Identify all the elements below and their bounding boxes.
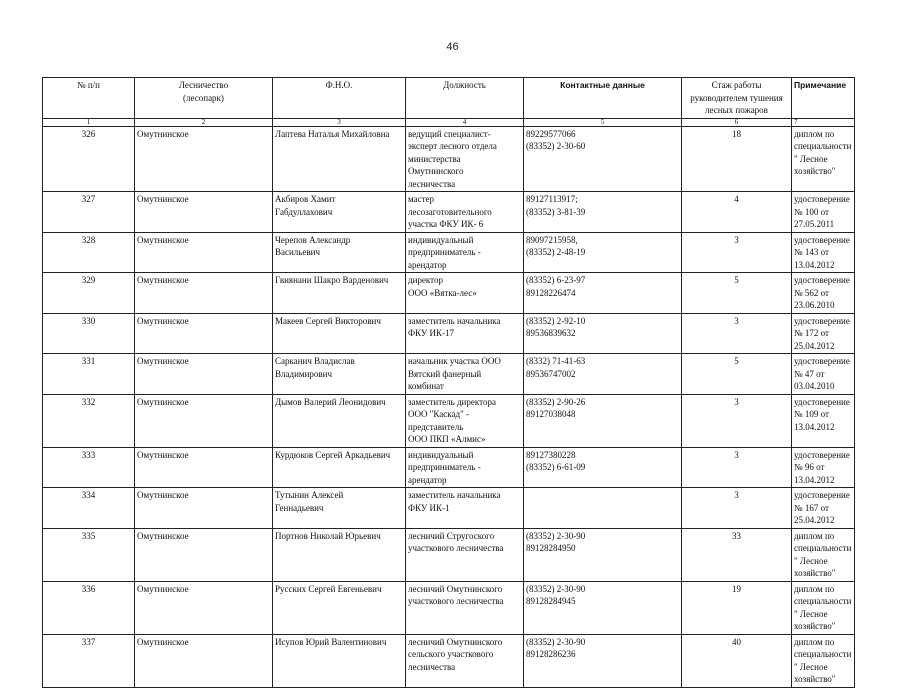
row-number: 335 bbox=[43, 528, 135, 581]
fio-cell bbox=[273, 447, 406, 488]
fio-cell-line: Гвиянани Шакро Варденович bbox=[275, 275, 389, 285]
position-cell-line: ООО ПКП «Алмис» bbox=[408, 434, 486, 444]
column-number: 2 bbox=[135, 118, 273, 126]
position-cell-line: представитель bbox=[408, 421, 464, 432]
contacts-cell-line: (83352) 6-61-09 bbox=[526, 462, 586, 472]
note-cell-line: специальности " Лесное bbox=[794, 596, 852, 619]
position-cell-line: участкового лесничества bbox=[408, 596, 504, 606]
position-cell-line: предприниматель - bbox=[408, 247, 481, 257]
contacts-cell-line: 89128226474 bbox=[526, 287, 576, 298]
note-cell-line: № 109 от 13.04.2012 bbox=[794, 409, 835, 432]
note-cell-line: № 172 от 25.04.2012 bbox=[794, 328, 835, 351]
contacts-cell bbox=[524, 126, 682, 192]
position-cell bbox=[406, 232, 524, 273]
contacts-cell-line: 89128284950 bbox=[526, 543, 576, 553]
forestry-cell: Омутнинское bbox=[135, 581, 273, 634]
note-cell-line: диплом по bbox=[794, 530, 835, 541]
position-cell-line: ООО «Вятка-лес» bbox=[408, 287, 477, 298]
contacts-cell bbox=[524, 581, 682, 634]
position-cell-line: комбинат bbox=[408, 381, 444, 391]
contacts-cell bbox=[524, 354, 682, 395]
fio-cell-line: Лаптева Наталья Михайловна bbox=[275, 128, 390, 139]
contacts-cell bbox=[524, 488, 682, 529]
note-cell-line: хозяйство" bbox=[794, 166, 836, 176]
contacts-cell bbox=[524, 192, 682, 233]
contacts-cell bbox=[524, 273, 682, 314]
forestry-cell: Омутнинское bbox=[135, 126, 273, 192]
contacts-cell-line: 89127038048 bbox=[526, 409, 576, 419]
position-cell-line: ведущий специалист- bbox=[408, 128, 491, 139]
fio-cell-line: Акбиров Хамит bbox=[275, 194, 336, 204]
contacts-cell-line: (83352) 6-23-97 bbox=[526, 275, 586, 285]
note-cell-line: удостоверение bbox=[794, 449, 850, 460]
experience-cell: 33 bbox=[682, 528, 792, 581]
position-cell bbox=[406, 394, 524, 447]
row-number: 330 bbox=[43, 313, 135, 354]
position-cell-line: индивидуальный bbox=[408, 234, 474, 245]
note-cell bbox=[792, 126, 855, 192]
contacts-cell bbox=[524, 232, 682, 273]
position-cell bbox=[406, 634, 524, 687]
experience-cell: 3 bbox=[682, 313, 792, 354]
experience-cell: 19 bbox=[682, 581, 792, 634]
row-number: 333 bbox=[43, 447, 135, 488]
fio-cell bbox=[273, 581, 406, 634]
fio-cell-line: Макеев Сергей Викторович bbox=[275, 315, 381, 326]
table-row bbox=[43, 313, 855, 354]
column-number: 6 bbox=[682, 118, 792, 126]
contacts-cell bbox=[524, 394, 682, 447]
experience-cell: 5 bbox=[682, 354, 792, 395]
position-cell bbox=[406, 273, 524, 314]
fio-cell bbox=[273, 273, 406, 314]
note-cell-line: специальности " Лесное bbox=[794, 649, 852, 672]
note-cell-line: удостоверение bbox=[794, 234, 850, 245]
position-cell bbox=[406, 528, 524, 581]
experience-cell: 3 bbox=[682, 447, 792, 488]
note-cell-line: специальности " Лесное bbox=[794, 543, 852, 566]
note-cell-line: удостоверение bbox=[794, 396, 850, 407]
position-cell-line: лесничий Омутнинского bbox=[408, 636, 503, 647]
note-cell-line: № 562 от 23.06.2010 bbox=[794, 287, 835, 310]
contacts-cell bbox=[524, 528, 682, 581]
note-cell-line: удостоверение bbox=[794, 275, 850, 285]
table-row bbox=[43, 273, 855, 314]
header-fio: Ф.Н.О. bbox=[273, 78, 406, 119]
table-row bbox=[43, 634, 855, 687]
fio-cell bbox=[273, 313, 406, 354]
position-cell-line: арендатор bbox=[408, 474, 447, 485]
column-number: 1 bbox=[43, 118, 135, 126]
fio-cell bbox=[273, 232, 406, 273]
note-cell bbox=[792, 488, 855, 529]
header-experience-line2: руководителем тушения bbox=[690, 92, 783, 103]
header-forestry-line2: (лесопарк) bbox=[183, 92, 224, 103]
table-row bbox=[43, 354, 855, 395]
note-cell-line: диплом по bbox=[794, 128, 835, 139]
position-cell-line: эксперт лесного отдела bbox=[408, 141, 497, 151]
fio-cell-line: Портнов Николай Юрьевич bbox=[275, 530, 381, 541]
fio-cell bbox=[273, 126, 406, 192]
header-experience-line3: лесных пожаров bbox=[705, 105, 768, 115]
fio-cell bbox=[273, 528, 406, 581]
fio-cell-line: Дымов Валерий Леонидович bbox=[275, 396, 386, 407]
note-cell-line: хозяйство" bbox=[794, 674, 836, 684]
table-row bbox=[43, 192, 855, 233]
note-cell-line: удостоверение bbox=[794, 315, 850, 326]
header-note: Примечание bbox=[792, 78, 855, 119]
contacts-cell-line: (83352) 2-90-26 bbox=[526, 396, 586, 407]
forestry-cell: Омутнинское bbox=[135, 192, 273, 233]
note-cell-line: удостоверение bbox=[794, 490, 850, 500]
position-cell-line: ФКУ ИК-17 bbox=[408, 328, 455, 338]
contacts-cell-line: (8332) 71-41-63 bbox=[526, 356, 586, 366]
position-cell-line: лесозаготовительного bbox=[408, 206, 492, 217]
position-cell-line: сельского участкового bbox=[408, 649, 494, 659]
position-cell-line: начальник участка ООО bbox=[408, 356, 501, 366]
position-cell-line: Вятский фанерный bbox=[408, 368, 482, 379]
note-cell bbox=[792, 354, 855, 395]
row-number: 337 bbox=[43, 634, 135, 687]
note-cell-line: специальности " Лесное bbox=[794, 141, 852, 164]
table-row bbox=[43, 394, 855, 447]
row-number: 327 bbox=[43, 192, 135, 233]
position-cell-line: заместитель начальника bbox=[408, 315, 501, 326]
row-number: 329 bbox=[43, 273, 135, 314]
header-num: № п/п bbox=[43, 78, 135, 119]
note-cell-line: хозяйство" bbox=[794, 568, 836, 578]
position-cell bbox=[406, 581, 524, 634]
note-cell-line: удостоверение bbox=[794, 356, 850, 366]
position-cell-line: индивидуальный bbox=[408, 449, 474, 460]
note-cell-line: № 96 от 13.04.2012 bbox=[794, 462, 835, 485]
forestry-cell: Омутнинское bbox=[135, 232, 273, 273]
fio-cell bbox=[273, 488, 406, 529]
contacts-cell-line: (83352) 3-81-39 bbox=[526, 206, 586, 217]
row-number: 331 bbox=[43, 354, 135, 395]
position-cell-line: арендатор bbox=[408, 259, 447, 270]
position-cell-line: участкового лесничества bbox=[408, 543, 504, 553]
row-number: 332 bbox=[43, 394, 135, 447]
column-number: 4 bbox=[406, 118, 524, 126]
note-cell-line: хозяйство" bbox=[794, 621, 836, 631]
fio-cell-line: Сарканич Владислав bbox=[275, 356, 355, 366]
note-cell-line: удостоверение bbox=[794, 194, 850, 204]
fio-cell bbox=[273, 192, 406, 233]
forestry-cell: Омутнинское bbox=[135, 488, 273, 529]
row-number: 326 bbox=[43, 126, 135, 192]
experience-cell: 4 bbox=[682, 192, 792, 233]
column-number: 7 bbox=[792, 118, 855, 126]
forestry-cell: Омутнинское bbox=[135, 634, 273, 687]
note-cell bbox=[792, 447, 855, 488]
table-row bbox=[43, 488, 855, 529]
row-number: 328 bbox=[43, 232, 135, 273]
contacts-cell-line: (83352) 2-30-90 bbox=[526, 583, 586, 594]
contacts-cell-line: (83352) 2-48-19 bbox=[526, 247, 586, 257]
contacts-cell-line: (83352) 2-30-60 bbox=[526, 141, 586, 151]
experience-cell: 40 bbox=[682, 634, 792, 687]
note-cell bbox=[792, 634, 855, 687]
table-row bbox=[43, 126, 855, 192]
contacts-cell-line: 89128286236 bbox=[526, 649, 576, 659]
contacts-cell-line: (83352) 2-30-90 bbox=[526, 636, 586, 647]
position-cell bbox=[406, 126, 524, 192]
contacts-cell bbox=[524, 447, 682, 488]
forestry-cell: Омутнинское bbox=[135, 273, 273, 314]
position-cell-line: заместитель начальника bbox=[408, 490, 501, 500]
position-cell-line: лесничий Омутнинского bbox=[408, 583, 503, 594]
fio-cell-line: Геннадьевич bbox=[275, 502, 324, 513]
table-row bbox=[43, 447, 855, 488]
fio-cell-line: Черепов Александр bbox=[275, 234, 351, 245]
position-cell bbox=[406, 313, 524, 354]
experience-cell: 5 bbox=[682, 273, 792, 314]
forestry-cell: Омутнинское bbox=[135, 354, 273, 395]
contacts-cell-line: 89127380228 bbox=[526, 449, 576, 460]
contacts-cell-line: 89097215958, bbox=[526, 234, 578, 245]
row-number: 334 bbox=[43, 488, 135, 529]
experience-cell: 3 bbox=[682, 394, 792, 447]
position-cell-line: ООО "Каскад" - bbox=[408, 409, 470, 419]
forestry-cell: Омутнинское bbox=[135, 313, 273, 354]
position-cell-line: лесничий Стругоского bbox=[408, 530, 495, 541]
table-body bbox=[43, 126, 855, 687]
note-cell bbox=[792, 313, 855, 354]
header-experience-line1: Стаж работы bbox=[711, 80, 762, 90]
forestry-cell: Омутнинское bbox=[135, 528, 273, 581]
position-cell-line: ФКУ ИК-1 bbox=[408, 502, 450, 513]
column-number-row bbox=[43, 118, 855, 126]
position-cell-line: заместитель директора bbox=[408, 396, 496, 407]
fio-cell-line: Габдуллахович bbox=[275, 206, 333, 217]
note-cell-line: диплом по bbox=[794, 636, 835, 647]
table-row bbox=[43, 581, 855, 634]
note-cell bbox=[792, 394, 855, 447]
position-cell-line: лесничества bbox=[408, 178, 456, 189]
position-cell-line: участка ФКУ ИК- 6 bbox=[408, 219, 484, 229]
note-cell-line: диплом по bbox=[794, 583, 835, 594]
contacts-cell-line: 89128284945 bbox=[526, 596, 576, 606]
position-cell bbox=[406, 447, 524, 488]
position-cell-line: Омутнинского bbox=[408, 166, 464, 176]
header-experience bbox=[682, 78, 792, 119]
fio-cell bbox=[273, 634, 406, 687]
note-cell-line: № 47 от 03.04.2010 bbox=[794, 368, 835, 391]
contacts-cell-line: 89127113917; bbox=[526, 194, 578, 204]
contacts-cell-line: (83352) 2-92-10 bbox=[526, 315, 586, 326]
fio-cell-line: Курдюков Сергей Аркадьевич bbox=[275, 449, 391, 460]
position-cell bbox=[406, 488, 524, 529]
forestry-cell: Омутнинское bbox=[135, 447, 273, 488]
table-row bbox=[43, 232, 855, 273]
fio-cell bbox=[273, 394, 406, 447]
header-forestry bbox=[135, 78, 273, 119]
column-number: 3 bbox=[273, 118, 406, 126]
note-cell bbox=[792, 581, 855, 634]
fio-cell-line: Владимирович bbox=[275, 368, 332, 379]
header-contacts: Контактные данные bbox=[524, 78, 682, 119]
note-cell bbox=[792, 273, 855, 314]
fio-cell-line: Васильевич bbox=[275, 247, 320, 257]
position-cell bbox=[406, 354, 524, 395]
header-position: Должность bbox=[406, 78, 524, 119]
header-forestry-line1: Лесничество bbox=[178, 80, 229, 90]
fio-cell-line: Исупов Юрий Валентинович bbox=[275, 636, 387, 647]
table-row bbox=[43, 528, 855, 581]
contacts-cell-line: 89229577066 bbox=[526, 128, 576, 139]
position-cell-line: предприниматель - bbox=[408, 462, 481, 472]
table-header-row bbox=[43, 78, 855, 119]
row-number: 336 bbox=[43, 581, 135, 634]
note-cell-line: № 100 от 27.05.2011 bbox=[794, 206, 835, 229]
fio-cell-line: Тутынин Алексей bbox=[275, 490, 344, 500]
column-number: 5 bbox=[524, 118, 682, 126]
fio-cell-line: Русских Сергей Евгеньевич bbox=[275, 583, 382, 594]
fio-cell bbox=[273, 354, 406, 395]
position-cell bbox=[406, 192, 524, 233]
contacts-cell bbox=[524, 313, 682, 354]
note-cell-line: № 167 от 25.04.2012 bbox=[794, 502, 835, 525]
experience-cell: 3 bbox=[682, 488, 792, 529]
note-cell bbox=[792, 232, 855, 273]
note-cell bbox=[792, 192, 855, 233]
contacts-cell-line: 89536839632 bbox=[526, 328, 576, 338]
position-cell-line: директор bbox=[408, 275, 443, 285]
position-cell-line: лесничества bbox=[408, 661, 456, 672]
forestry-staff-table bbox=[42, 77, 855, 688]
contacts-cell bbox=[524, 634, 682, 687]
contacts-cell-line: 89536747002 bbox=[526, 368, 576, 379]
position-cell-line: министерства bbox=[408, 153, 461, 164]
page-number: 46 bbox=[446, 41, 459, 53]
note-cell bbox=[792, 528, 855, 581]
position-cell-line: мастер bbox=[408, 194, 435, 204]
experience-cell: 3 bbox=[682, 232, 792, 273]
contacts-cell-line: (83352) 2-30-90 bbox=[526, 530, 586, 541]
note-cell-line: № 143 от 13.04.2012 bbox=[794, 247, 835, 270]
forestry-cell: Омутнинское bbox=[135, 394, 273, 447]
experience-cell: 18 bbox=[682, 126, 792, 192]
